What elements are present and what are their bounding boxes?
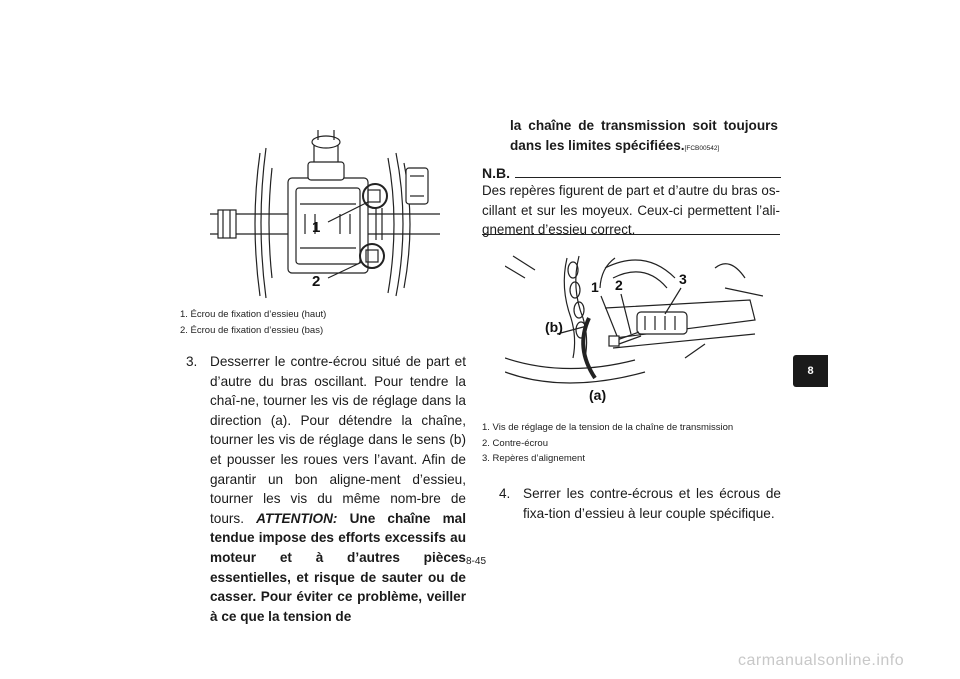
nb-bottom-rule (482, 234, 780, 235)
watermark: carmanualsonline.info (738, 652, 905, 669)
attention-cont-text: la chaîne de transmission soit toujours dans les limites spécifiées. (510, 118, 778, 153)
axle-nut-illustration (210, 128, 440, 300)
step-3 (186, 352, 467, 626)
attention-text: Une chaîne mal tendue impose des efforts excessifs au moteur et à d’autres pièces essentielles, et risque de sauter ou de casser. Pour éviter ce problème, veiller à ce que la tension de (210, 510, 467, 624)
figure2-captions (482, 420, 782, 467)
step-text: Serrer les contre-écrous et les écrous de fixa-tion d’essieu à leur couple spécifique. (523, 486, 781, 521)
step-number: 4. (499, 486, 511, 501)
nb-top-rule (515, 177, 781, 178)
page-number: 8-45 (466, 556, 487, 567)
caption-item: 1. Vis de réglage de la tension de la chaîne de transmission (482, 422, 734, 433)
callout-3: 3 (679, 271, 687, 287)
nb-title: N.B. (482, 165, 510, 181)
callout-1: 1 (591, 279, 599, 295)
attention-label: ATTENTION: (256, 510, 350, 526)
callout-1: 1 (312, 219, 321, 236)
nb-text: Des repères figurent de part et d’autre du bras os-cillant et sur les moyeux. Ceux-ci permettent l’ali-gnement d’essieu correct. (482, 183, 780, 238)
callout-2: 2 (615, 277, 623, 293)
callout-2: 2 (312, 273, 321, 290)
caption-item: 1. Écrou de fixation d’essieu (haut) (180, 309, 327, 320)
chain-adjuster-illustration (505, 248, 763, 408)
callout-a: (a) (589, 387, 607, 403)
caption-item: 3. Repères d’alignement (482, 453, 585, 464)
callout-b: (b) (545, 319, 563, 335)
attention-continuation (510, 116, 778, 158)
caption-item: 2. Contre-écrou (482, 437, 549, 449)
figure1-captions (180, 307, 450, 338)
step-4 (499, 484, 781, 523)
caption-item: 2. Écrou de fixation d’essieu (bas) (180, 324, 324, 336)
step-text: Desserrer le contre-écrou situé de part et d’autre du bras oscillant. Pour tendre la chaî-ne, tourner les vis de réglage dans la direction (a). Pour détendre la chaîne, tourner les vis de réglage dans le sens (b) et pousser les roues vers l’avant. Afin de garantir un bon aligne-ment d’essieu, tourner les vis du même nom-bre de tours. (210, 354, 466, 526)
step-number: 3. (186, 354, 198, 369)
chapter-tab: 8 (793, 355, 828, 387)
reference-code: [FCB00542] (684, 144, 720, 152)
